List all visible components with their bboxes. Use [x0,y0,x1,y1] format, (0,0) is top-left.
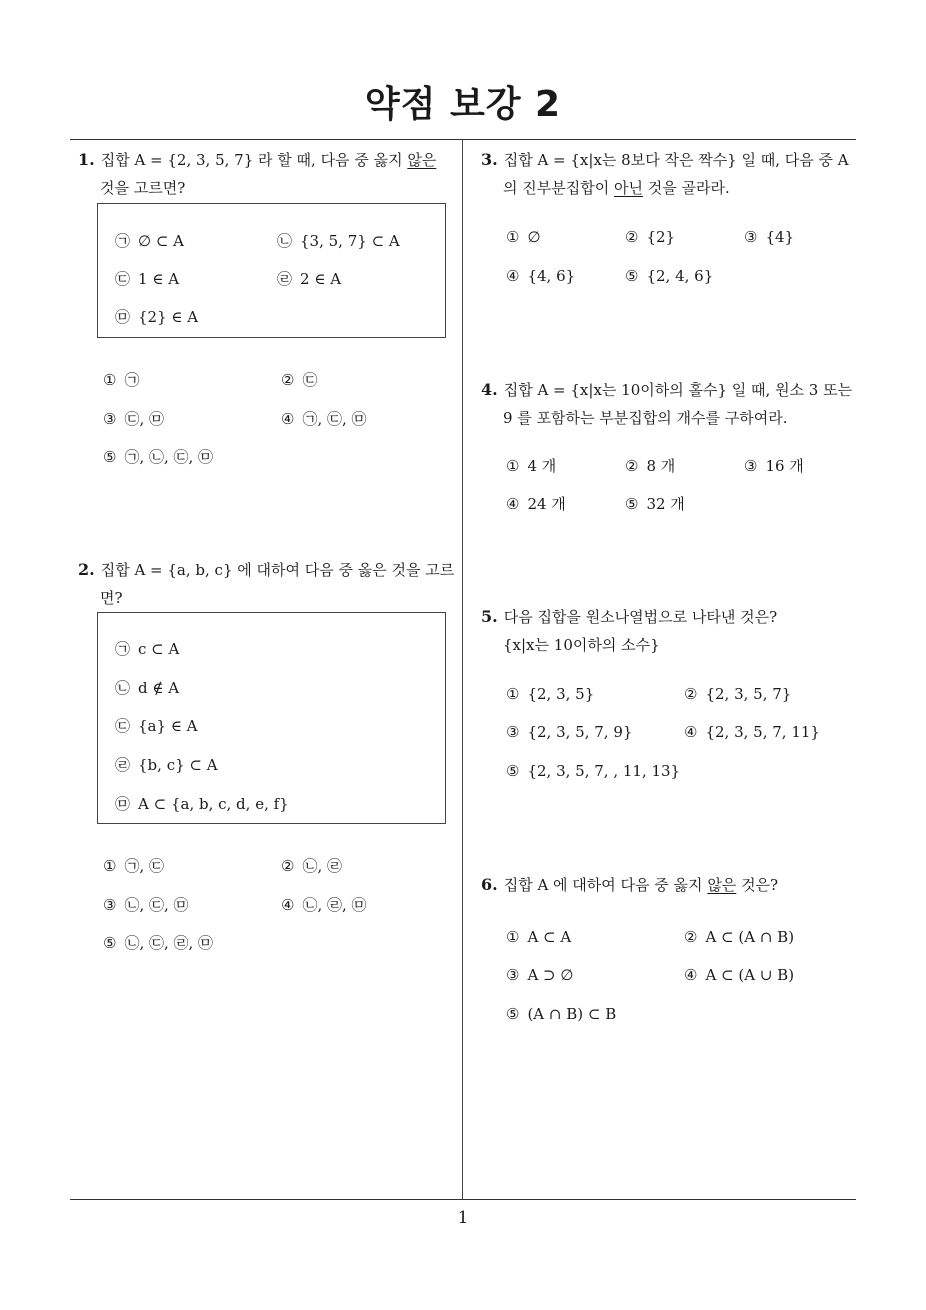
statement-item: ㉣ 2 ∈ A [277,270,342,288]
question-text: 다음 집합을 원소나열법으로 나타낸 것은? [503,608,778,626]
page-title: 약점 보강 2 [364,84,562,125]
statement-item: ㉡ d ∉ A [115,679,180,697]
bottom-rule [70,1199,856,1200]
emphasis-underline: 아닌 [613,179,643,197]
answer-option[interactable]: ① ㉠, ㉢ [103,857,164,875]
question-text-cont: 것을 고르면? [100,179,186,197]
answer-option[interactable]: ④ 24 개 [506,495,566,513]
question-4 [481,376,865,432]
answer-option[interactable]: ① ㉠ [103,371,140,389]
answer-option[interactable]: ② {2} [625,228,676,246]
question-1 [78,146,458,202]
answer-option[interactable]: ④ {2, 3, 5, 7, 11} [684,723,820,741]
question-number: 4. [481,380,498,399]
answer-option[interactable]: ⑤ 32 개 [625,495,685,513]
answer-option[interactable]: ④ A ⊂ (A ∪ B) [684,966,795,984]
answer-option[interactable]: ⑤ {2, 4, 6} [625,267,714,285]
answer-option[interactable]: ④ ㉡, ㉣, ㉤ [281,896,367,914]
answer-option[interactable]: ② A ⊂ (A ∩ B) [684,928,795,946]
question-text: 집합 A = {2, 3, 5, 7} 라 할 때, 다음 중 옳지 [100,151,408,169]
answer-option[interactable]: ⑤ ㉡, ㉢, ㉣, ㉤ [103,934,214,952]
statement-item: ㉤ {2} ∈ A [115,308,199,326]
statement-item: ㉠ ∅ ⊂ A [115,232,185,250]
question-text: 집합 A = {a, b, c} 에 대하여 다음 중 옳은 것을 고르 [100,561,455,579]
answer-option[interactable]: ① {2, 3, 5} [506,685,595,703]
answer-option[interactable]: ② ㉢ [281,371,318,389]
page-number: 1 [457,1208,469,1228]
answer-option[interactable]: ① ∅ [506,228,541,246]
statement-item: ㉣ {b, c} ⊂ A [115,756,218,774]
answer-option[interactable]: ⑤ (A ∩ B) ⊂ B [506,1005,617,1023]
top-rule [70,139,856,140]
question-number: 2. [78,560,95,579]
emphasis-underline: 않은 [707,876,737,894]
question-text: 집합 A = {x|x는 8보다 작은 짝수} 일 때, 다음 중 A [503,151,849,169]
question-5 [481,603,865,659]
answer-option[interactable]: ② ㉡, ㉣ [281,857,342,875]
answer-option[interactable]: ③ ㉡, ㉢, ㉤ [103,896,189,914]
answer-option[interactable]: ③ {4} [744,228,795,246]
question-3 [481,146,865,202]
answer-option[interactable]: ⑤ ㉠, ㉡, ㉢, ㉤ [103,448,214,466]
statement-item: ㉠ c ⊂ A [115,640,180,658]
question-text-cont: 의 진부분집합이 아닌 것을 골라라. [503,179,730,197]
emphasis-underline: 않은 [407,151,437,169]
answer-option[interactable]: ⑤ {2, 3, 5, 7, , 11, 13} [506,762,681,780]
statement-item: ㉤ A ⊂ {a, b, c, d, e, f} [115,795,289,813]
question-number: 3. [481,150,498,169]
question-text-cont: {x|x는 10이하의 소수} [503,636,660,654]
answer-option[interactable]: ① A ⊂ A [506,928,572,946]
question-text: 집합 A = {x|x는 10이하의 홀수} 일 때, 원소 3 또는 [503,381,853,399]
statement-item: ㉡ {3, 5, 7} ⊂ A [277,232,400,250]
question-number: 5. [481,607,498,626]
question-text: 집합 A 에 대하여 다음 중 옳지 [503,876,708,894]
answer-option[interactable]: ② 8 개 [625,457,676,475]
answer-option[interactable]: ③ {2, 3, 5, 7, 9} [506,723,633,741]
question-text-cont: 면? [100,589,123,607]
answer-option[interactable]: ④ ㉠, ㉢, ㉤ [281,410,367,428]
answer-option[interactable]: ① 4 개 [506,457,557,475]
answer-option[interactable]: ③ A ⊃ ∅ [506,966,574,984]
answer-option[interactable]: ③ 16 개 [744,457,804,475]
question-2 [78,556,458,612]
question-number: 6. [481,875,498,894]
question-text-cont: 9 를 포함하는 부분집합의 개수를 구하여라. [503,409,788,427]
answer-option[interactable]: ④ {4, 6} [506,267,576,285]
column-divider [462,140,463,1200]
answer-option[interactable]: ② {2, 3, 5, 7} [684,685,792,703]
question-number: 1. [78,150,95,169]
answer-option[interactable]: ③ ㉢, ㉤ [103,410,164,428]
statement-item: ㉢ {a} ∈ A [115,717,198,735]
statement-item: ㉢ 1 ∈ A [115,270,180,288]
question-6: 6. 집합 A 에 대하여 다음 중 옳지 않은 것은? [481,875,779,894]
